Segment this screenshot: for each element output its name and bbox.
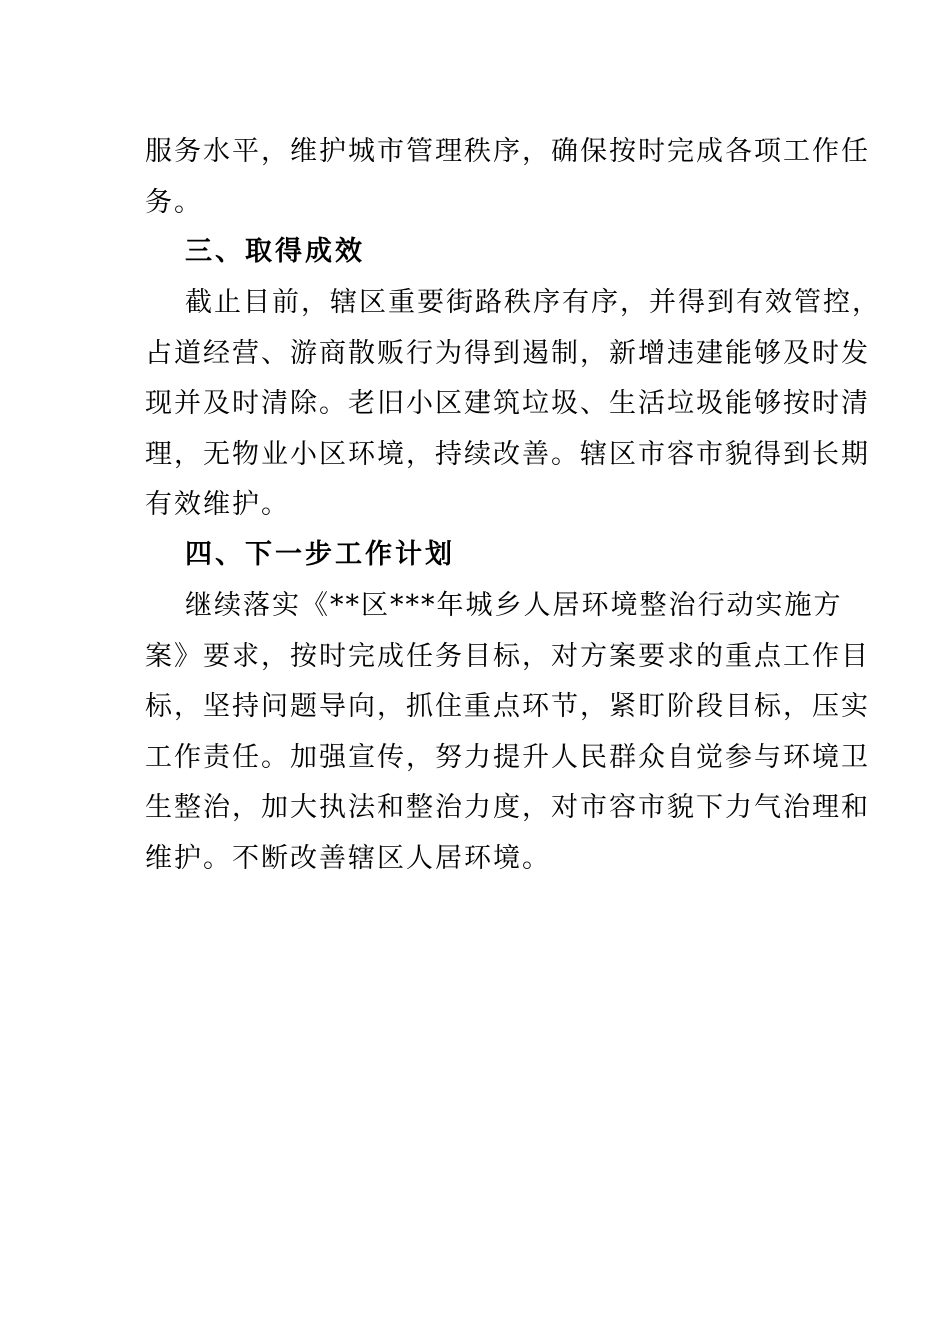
paragraph-line: 理，无物业小区环境，持续改善。辖区市容市貌得到长期 <box>145 438 870 470</box>
paragraph-line: 生整治，加大执法和整治力度，对市容市貌下力气治理和 <box>145 792 870 823</box>
paragraph-line: 标，坚持问题导向，抓住重点环节，紧盯阶段目标，压实 <box>145 691 870 722</box>
section-heading-results <box>145 227 365 278</box>
paragraph-results <box>145 278 881 531</box>
paragraph-line: 现并及时清除。老旧小区建筑垃圾、生活垃圾能够按时清 <box>145 388 870 419</box>
paragraph-line: 有效维护。 <box>145 489 290 520</box>
paragraph-line: 截止目前，辖区重要街路秩序有序，并得到有效管控， <box>185 287 881 318</box>
paragraph-line: 维护。不断改善辖区人居环境。 <box>145 842 551 874</box>
paragraph-service-level <box>145 127 870 228</box>
document-body <box>145 127 881 874</box>
section-heading-next-plan <box>145 530 455 581</box>
paragraph-line: 务。 <box>145 186 203 218</box>
paragraph-next-plan <box>145 581 870 884</box>
paragraph-line: 服务水平，维护城市管理秩序，确保按时完成各项工作任 <box>145 136 870 167</box>
section-title: 三、取得成效 <box>185 236 365 267</box>
paragraph-line: 占道经营、游商散贩行为得到遏制，新增违建能够及时发 <box>145 337 870 369</box>
section-title: 四、下一步工作计划 <box>185 539 455 570</box>
paragraph-line: 工作责任。加强宣传，努力提升人民群众自觉参与环境卫 <box>145 741 870 773</box>
paragraph-line: 继续落实《**区***年城乡人居环境整治行动实施方 <box>185 590 843 621</box>
paragraph-line: 案》要求，按时完成任务目标，对方案要求的重点工作目 <box>145 640 870 672</box>
